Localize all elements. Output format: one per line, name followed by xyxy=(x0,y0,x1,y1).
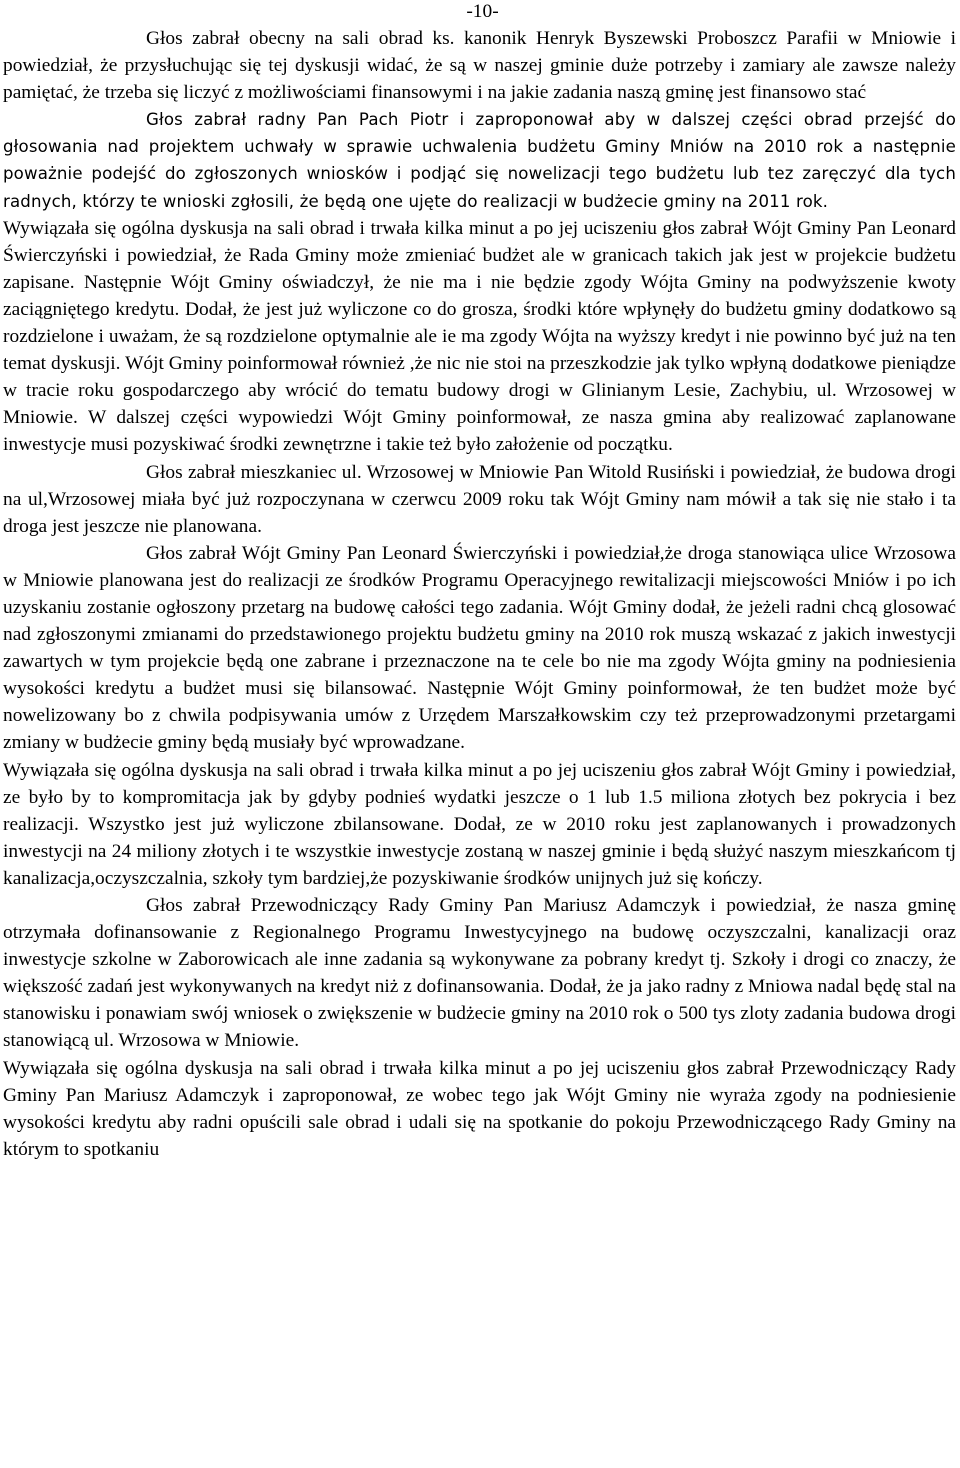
paragraph-chairman-statement: Głos zabrał Przewodniczący Rady Gminy Pan Mariusz Adamczyk i powiedział, że nasza gminę otrzymała dofinansowanie z Regionalnego Programu Inwestycyjnego na budowę oczyszczalni, kanalizacji oraz inwestycje szkolne w Zaborowicach ale inne zadania są wykonywane za pobrany kredyt tj. Szkoły i drogi co znaczy, że większość zadań jest wykonywanych na kredyt niż z dofinansowania. Dodał, że ja jako radny z Mniowa nadal będę stal na stanowisku i ponawiam swój wniosek o zwiększenie w budżecie gminy na 2010 rok o 500 tys zloty zadania budowa drogi stanowiącą ul. Wrzosowa w Mniowie. xyxy=(3,895,956,1052)
paragraph-priest-statement: Głos zabrał obecny na sali obrad ks. kanonik Henryk Byszewski Proboszcz Parafii w Mniowie i powiedział, że przysłuchując się tej dyskusji widać, że są w naszej gminie duże potrzeby i zamiary ale zawsze należy pamiętać, że trzeba się liczyć z możliwościami finansowymi i na jakie zadania naszą gminę jest finansowo stać xyxy=(3,28,956,104)
paragraph-councillor-pach-proposal: Głos zabrał radny Pan Pach Piotr i zaproponował aby w dalszej części obrad przejść do głosowania nad projektem uchwały w sprawie uchwalenia budżetu Gminy Mniów na 2010 rok a następnie poważnie podejść do zgłoszonych wniosków i podjąć się nowelizacji tego budżetu lub tez zaręczyć dla tych radnych, którzy te wnioski zgłosili, że będą one ujęte do realizacji w budżecie gminy na 2011 rok. xyxy=(3,110,956,211)
paragraph-mayor-road-statement: Głos zabrał Wójt Gminy Pan Leonard Świerczyński i powiedział,że droga stanowiąca ulice Wrzosowa w Mniowie planowana jest do realizacji ze środków Programu Operacyjnego rewitalizacji miejscowości Mniów i po ich uzyskaniu zostanie ogłoszony przetarg na budowę całości tego zadania. Wójt Gminy dodał, że jeżeli radni chcą glosować nad zgłoszonymi zmianami do przedstawionego projektu budżetu gminy na 2010 rok muszą wskazać z jakich inwestycji zawartych w tym projekcie będą one zabrane i przeznaczone na te cele bo nie ma zgody Wójta gminy na podniesienia wysokości kredytu a budżet musi się bilansować. Następnie Wójt Gminy poinformował, że ten budżet może być nowelizowany bo z chwila podpisywania umów z Urzędem Marszałkowskim czy też przeprowadzonymi przetargami zmiany w budżecie gminy będą musiały być wprowadzane. xyxy=(3,542,956,754)
paragraph-resident-statement: Głos zabrał mieszkaniec ul. Wrzosowej w Mniowie Pan Witold Rusiński i powiedział, że budowa drogi na ul,Wrzosowej miała być już rozpoczynana w czerwcu 2009 roku tak Wójt Gminy nam mówił a tak się nie stało i ta droga jest jeszcze nie planowana. xyxy=(3,461,956,537)
page-number: -10- xyxy=(466,1,499,22)
paragraph-general-discussion-chairman: Wywiązała się ogólna dyskusja na sali obrad i trwała kilka minut a po jej uciszeniu głos zabrał Przewodniczący Rady Gminy Pan Mariusz Adamczyk i zaproponował, ze wobec tego jak Wójt Gminy nie wyraża zgody na podniesienie wysokości kredytu aby radni opuścili sale obrad i udali się na spotkanie do pokoju Przewodniczącego Rady Gminy na którym to spotkaniu xyxy=(3,1057,956,1160)
paragraph-mayor-response: Wywiązała się ogólna dyskusja na sali obrad i trwała kilka minut a po jej uciszeniu głos zabrał Wójt Gminy Pan Leonard Świerczyński i powiedział, że Rada Gminy może zmieniać budżet ale w granicach takich jak jest w projekcie budżetu zapisane. Następnie Wójt Gminy oświadczył, że nie ma i nie będzie zgody Wójta Gminy na podwyższenie kwoty zaciągniętego kredytu. Dodał, że jest już wyliczone co do grosza, środki które wpłynęły do budżetu gminy dodatkowo są rozdzielone i uważam, że są rozdzielone optymalnie ale ie ma zgody Wójta na wyższy kredyt i nie powinno być już na ten temat dyskusji. Wójt Gminy poinformował również ,że nic nie stoi na przeszkodzie jak tylko wpłyną dodatkowe pieniądze w tracie roku gospodarczego aby wrócić do tematu budowy drogi w Glinianym Lesie, Zachybiu, ul. Wrzosowej w Mniowie. W dalszej części wypowiedzi Wójt Gminy poinformował, ze nasza gmina aby realizować zaplanowane inwestycje musi pozyskiwać środki zewnętrzne i takie też było założenie od początku. xyxy=(3,217,956,456)
paragraph-general-discussion-mayor: Wywiązała się ogólna dyskusja na sali obrad i trwała kilka minut a po jej uciszeniu głos zabrał Wójt Gminy i powiedział, ze było by to kompromitacja jak by gdyby podnieś wydatki jeszcze o 1 lub 1.5 miliona złotych bez pokrycia i bez realizacji. Wszystko jest już wyliczone zbilansowane. Dodał, ze w 2010 roku jest zaplanowanych i prowadzonych inwestycji na 24 miliony złotych i te wszystkie inwestycje zostaną w naszej gminie i będą służyć naszym mieszkańcom tj kanalizacja,oczyszczalnia, szkoły tym bardziej,że pozyskiwanie środków unijnych już się kończy. xyxy=(3,759,956,889)
